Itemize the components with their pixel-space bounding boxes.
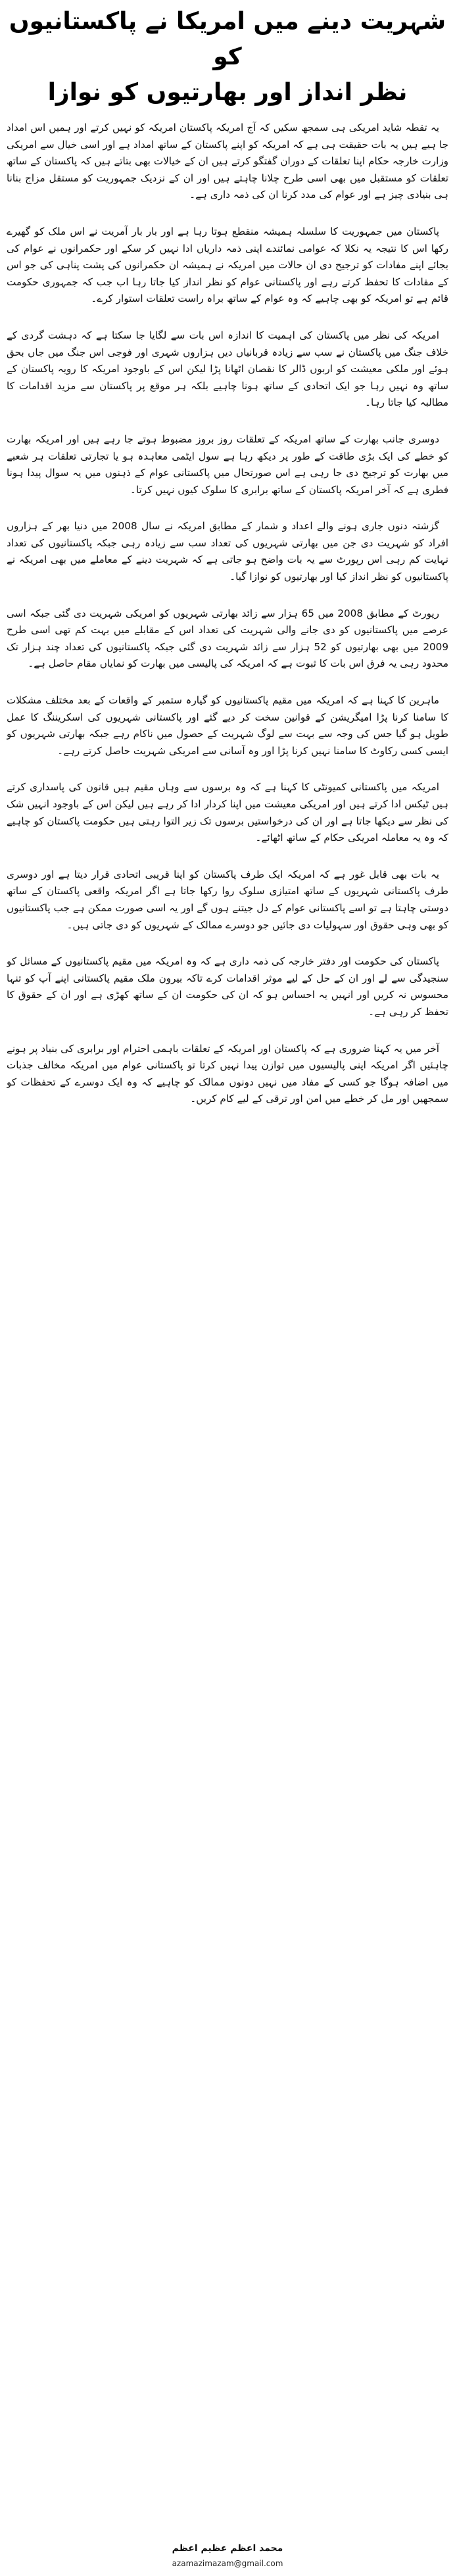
article-paragraph: گزشتہ دنوں جاری ہونے والے اعداد و شمار کے مطابق امریکہ نے سال 2008 میں دنیا بھر کے ہزاروں افراد کو شہریت دی جن میں بھارتی شہریوں کی تعداد سب سے زیادہ رہی جبکہ پاکستانیوں کی تعداد نہایت کم رہی اس رپورٹ سے یہ بات واضح ہو جاتی ہے کہ شہریت دینے کے معاملے میں بھی امریکہ نے پاکستانیوں کو نظر انداز کیا اور بھارتیوں کو نوازا گیا۔ — [7, 520, 448, 583]
author-email[interactable]: azamazimazam@gmail.com — [172, 2559, 283, 2568]
article-paragraph: پاکستان میں جمہوریت کا سلسلہ ہمیشہ منقطع ہوتا رہا ہے اور بار بار آمریت نے اس ملک کو گھیرے رکھا اس کا نتیجہ یہ نکلا کہ عوامی نمائندے اپنی ذمہ داریاں ادا نہیں کر سکے اور حکمرانوں نے عوام کی بجائے اپنے مفادات کو ترجیح دی ان حالات میں امریکہ نے ہمیشہ ان حکمرانوں کی پشت پناہی کی جو اس کے مفادات کا تحفظ کرتے رہے اور پاکستانی عوام کو نظر انداز کیا جاتا رہا اب جب کہ جمہوری حکومت قائم ہے تو امریکہ کو بھی چاہیے کہ وہ عوام کے ساتھ براہ راست تعلقات استوار کرے۔ — [7, 225, 448, 305]
headline-line-2: نظر انداز اور بھارتیوں کو نوازا — [47, 79, 408, 106]
article-paragraph: دوسری جانب بھارت کے ساتھ امریکہ کے تعلقات روز بروز مضبوط ہوتے جا رہے ہیں اور امریکہ بھارت کو خطے کی ایک بڑی طاقت کے طور پر دیکھ رہا ہے سول ایٹمی معاہدہ ہو یا تجارتی تعلقات ہر شعبے میں بھارت کو ترجیح دی جا رہی ہے اس صورتحال میں پاکستانی عوام کے ذہنوں میں یہ سوال پیدا ہونا فطری ہے کہ آخر امریکہ پاکستان کے ساتھ برابری کا سلوک کیوں نہیں کرتا۔ — [7, 433, 448, 496]
article-paragraph: ماہرین کا کہنا ہے کہ امریکہ میں مقیم پاکستانیوں کو گیارہ ستمبر کے واقعات کے بعد مختلف مشکلات کا سامنا کرنا پڑا امیگریشن کے قوانین سخت کر دیے گئے اور پاکستانی شہریوں کی اسکریننگ کا عمل طویل ہو گیا جس کی وجہ سے بہت سے لوگ شہریت کے حصول میں ناکام رہے جبکہ بھارتی شہریوں کو ایسی کسی رکاوٹ کا سامنا نہیں کرنا پڑا اور وہ آسانی سے امریکی شہریت حاصل کرتے رہے۔ — [7, 694, 448, 757]
article-body — [7, 120, 448, 2539]
article-paragraph: آخر میں یہ کہنا ضروری ہے کہ پاکستان اور امریکہ کے تعلقات باہمی احترام اور برابری کی بنیاد پر ہونے چاہئیں اگر امریکہ اپنی پالیسیوں میں توازن پیدا نہیں کرتا تو پاکستانی عوام میں امریکہ مخالف جذبات میں اضافہ ہوگا جو کسی کے مفاد میں نہیں دونوں ممالک کو چاہیے کہ وہ ایک دوسرے کے تحفظات کو سمجھیں اور مل کر خطے میں امن اور ترقی کے لیے کام کریں۔ — [7, 1042, 448, 1105]
article-headline — [7, 4, 448, 110]
article-paragraph: یہ تقطہ شاید امریکی ہی سمجھ سکیں کہ آج امریکہ پاکستان امریکہ کو نہیں کرتے اور ہمیں اس امداد جا ہیے ہیں یہ بات حقیقت ہی ہے کہ امریکہ کو اپنے پاکستان کے ساتھ امداد ہے اور اسی خیال سے امریکی وزارت خارجہ حکام اپنا تعلقات کے دوران گفتگو کرتے ہیں ان کے خیالات بھی بتاتے ہیں کہ پاکستان کے ساتھ تعلقات کو مستقبل میں بھی اسی طرح چلانا چاہتے ہیں اور ان کے نزدیک جمہوریت کو مستقل مزاج بنانا ہی بنیادی چیز ہے اور عوام کی مدد کرنا ان کی ذمہ داری ہے۔ — [7, 122, 448, 201]
author-byline: محمد اعظم عظیم اعظم — [172, 2543, 283, 2554]
article-paragraph: امریکہ میں پاکستانی کمیونٹی کا کہنا ہے کہ وہ برسوں سے وہاں مقیم ہیں قانون کی پاسداری کرتے ہیں ٹیکس ادا کرتے ہیں اور امریکی معیشت میں اپنا کردار ادا کر رہے ہیں لیکن اس کے باوجود انہیں شک کی نظر سے دیکھا جاتا ہے اور ان کی درخواستیں برسوں تک زیر التوا رہتی ہیں حکومت پاکستان کو چاہیے کہ وہ یہ معاملہ امریکی حکام کے ساتھ اٹھائے۔ — [7, 781, 448, 844]
headline-line-1: شہریت دینے میں امریکا نے پاکستانیوں کو — [9, 8, 446, 70]
article-paragraph: رپورٹ کے مطابق 2008 میں 65 ہزار سے زائد بھارتی شہریوں کو امریکی شہریت دی گئی جبکہ اسی عرصے میں پاکستانیوں کو دی جانے والی شہریت کی تعداد اس کے مقابلے میں بہت کم تھی اسی طرح 2009 میں بھی بھارتیوں کو 52 ہزار سے زائد شہریت دی گئی جبکہ پاکستانیوں کی تعداد چند ہزار تک محدود رہی یہ فرق اس بات کا ثبوت ہے کہ امریکہ کی پالیسی میں بھارت کو نمایاں مقام حاصل ہے۔ — [7, 607, 448, 670]
article-paragraph: یہ بات بھی قابل غور ہے کہ امریکہ ایک طرف پاکستان کو اپنا قریبی اتحادی قرار دیتا ہے اور دوسری طرف پاکستانی شہریوں کے ساتھ امتیازی سلوک روا رکھا جاتا ہے اگر امریکہ واقعی پاکستان کے ساتھ دوستی چاہتا ہے تو اسے پاکستانی عوام کے دل جیتنے ہوں گے اور یہ اسی صورت ممکن ہے جب پاکستانیوں کو بھی وہی حقوق اور سہولیات دی جائیں جو دوسرے ممالک کے شہریوں کو دی جاتی ہیں۔ — [7, 868, 448, 931]
article-paragraph: امریکہ کی نظر میں پاکستان کی اہمیت کا اندازہ اس بات سے لگایا جا سکتا ہے کہ دہشت گردی کے خلاف جنگ میں پاکستان نے سب سے زیادہ قربانیاں دیں ہزاروں شہری اور فوجی اس جنگ میں جاں بحق ہوئے اور ملکی معیشت کو اربوں ڈالر کا نقصان اٹھانا پڑا لیکن اس کے باوجود امریکہ کا رویہ پاکستان کے ساتھ وہ نہیں رہا جو ایک اتحادی کے ساتھ ہونا چاہیے بلکہ ہر موقع پر پاکستان سے مزید اقدامات کا مطالبہ کیا جاتا رہا۔ — [7, 329, 448, 409]
article-paragraph: پاکستان کی حکومت اور دفتر خارجہ کی ذمہ داری ہے کہ وہ امریکہ میں مقیم پاکستانیوں کے مسائل کو سنجیدگی سے لے اور ان کے حل کے لیے موثر اقدامات کرے تاکہ بیرون ملک مقیم پاکستانی اپنے آپ کو تنہا محسوس نہ کریں اور انہیں یہ احساس ہو کہ ان کی حکومت ان کے ساتھ کھڑی ہے اور ان کے حقوق کا تحفظ کر رہی ہے۔ — [7, 955, 448, 1018]
